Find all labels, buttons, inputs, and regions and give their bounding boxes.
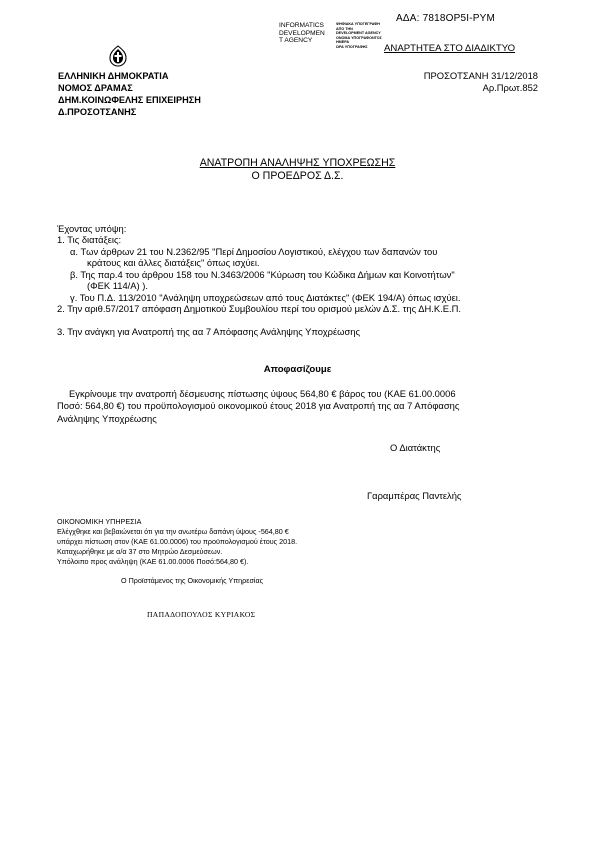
- consideration-item-1: 1. Τις διατάξεις:: [57, 234, 122, 246]
- ida-detail-line: ΗΜΕΡΑ: [336, 40, 350, 45]
- document-subtitle: Ο ΠΡΟΕΔΡΟΣ Δ.Σ.: [251, 170, 344, 182]
- ida-line: T AGENCY: [279, 37, 313, 45]
- financial-head-label: Ο Προϊστάμενος της Οικονομικής Υπηρεσίας: [121, 576, 264, 585]
- provision-a-line-2: κράτους και άλλες διατάξεις" όπως ισχύει.: [87, 257, 260, 269]
- consideration-item-3: 3. Την ανάγκη για Ανατροπή της αα 7 Απόφασης Ανάληψης Υποχρέωσης: [57, 325, 360, 337]
- decision-line: Ποσό: 564,80 €) του προϋπολογισμού οικονομικού έτους 2018 για Ανατροπή της αα 7 Απόφασης: [57, 400, 460, 412]
- document-date: ΠΡΟΣΟΤΣΑΝΗ 31/12/2018: [423, 70, 538, 81]
- ida-line: INFORMATICS: [279, 22, 324, 29]
- decision-heading: Αποφασίζουμε: [263, 364, 332, 375]
- issuer-line: ΔΗΜ.ΚΟΙΝΩΦΕΛΗΣ ΕΠΙΧΕΙΡΗΣΗ: [58, 95, 201, 105]
- issuer-block: [58, 70, 201, 118]
- decision-line: Εγκρίνουμε την ανατροπή δέσμευσης πίστωσης ύψους 564,80 € βάρος του (ΚΑΕ 61.00.0006: [69, 388, 456, 399]
- protocol-number: Αρ.Πρωτ.852: [482, 82, 538, 94]
- ida-line: DEVELOPMEN: [279, 29, 325, 37]
- ida-detail-line: ΨΗΦΙΑΚΑ ΥΠΟΓΕΓΡΑΦΗ: [336, 22, 380, 26]
- ida-signature-label: [279, 22, 325, 45]
- provision-c-line-1: γ. Του Π.Δ. 113/2010 "Ανάληψη υποχρεώσεων από τους Διατάκτες" (ΦΕΚ 194/Α) όπως ισχύει.: [70, 291, 461, 303]
- provision-b-line-1: β. Της παρ.4 του άρθρου 158 του Ν.3463/2006 "Κύρωση του Κώδικα Δήμων και Κοινοτήτων": [70, 268, 455, 280]
- financial-service-line: υπάρχει πίστωση στον (ΚΑΕ 61.00.0006) του προϋπολογισμού έτους 2018.: [57, 537, 298, 546]
- decision-line: Ανάληψης Υποχρέωσης: [57, 412, 157, 424]
- financial-service-title: ΟΙΚΟΝΟΜΙΚΗ ΥΠΗΡΕΣΙΑ: [57, 517, 142, 526]
- considerations-intro: Έχοντας υπόψη:: [57, 223, 127, 234]
- decision-text: [57, 388, 539, 425]
- issuer-line: Δ.ΠΡΟΣΟΤΣΑΝΗΣ: [58, 107, 137, 117]
- authorizer-name: Γαραμπέρας Παντελής: [367, 490, 462, 501]
- anartitea-label: ΑΝΑΡΤΗΤΕΑ ΣΤΟ ΔΙΑΔΙΚΤΥΟ: [384, 43, 516, 54]
- financial-head-name: ΠΑΠΑΔΟΠΟΥΛΟΣ ΚΥΡΙΑΚΟΣ: [147, 610, 256, 619]
- ida-detail-line: DEVELOPMENT AGENCY: [336, 31, 381, 36]
- document-title: ΑΝΑΤΡΟΠΗ ΑΝΑΛΗΨΗΣ ΥΠΟΧΡΕΩΣΗΣ: [199, 157, 396, 169]
- financial-service-line: Ελέγχθηκε και βεβαιώνεται ότι για την ανωτέρω δαπάνη ύψους -564,80 €: [57, 527, 289, 536]
- ida-detail-line: ΟΝΟΜΑ ΥΠΟΓΡΑΦΟΝΤΟΣ: [336, 35, 382, 40]
- provision-b-line-2: (ΦΕΚ 114/Α) ).: [87, 280, 148, 292]
- issuer-line: ΕΛΛΗΝΙΚΗ ΔΗΜΟΚΡΑΤΙΑ: [58, 71, 169, 81]
- provision-a-line-1: α. Των άρθρων 21 του Ν.2362/95 "Περί Δημοσίου Λογιστικού, ελέγχου των δαπανών του: [70, 245, 438, 257]
- ida-detail-line: ΩΡΑ ΥΠΟΓΡΑΦΗΣ: [336, 44, 368, 49]
- ida-detail-line: ΑΠΟ ΤΗΝ: [336, 26, 353, 31]
- financial-service-line: Υπόλοιπο προς ανάληψη (ΚΑΕ 61.00.0006 Ποσό:564,80 €).: [57, 557, 249, 566]
- ida-signature-details: [336, 22, 382, 50]
- financial-service-block: [57, 517, 297, 567]
- consideration-item-2: 2. Την αριθ.57/2017 απόφαση Δημοτικού Συμβουλίου περί του ορισμού μελών Δ.Σ. της ΔΗ.Κ.Ε.Π.: [57, 303, 461, 315]
- greek-emblem-icon: [106, 44, 130, 68]
- considerations: [57, 223, 539, 337]
- ada-code: ΑΔΑ: 7818ΟΡ5Ι-ΡΥΜ: [396, 13, 496, 24]
- issuer-line: ΝΟΜΟΣ ΔΡΑΜΑΣ: [58, 83, 133, 93]
- authorizer-label: Ο Διατάκτης: [390, 442, 441, 453]
- date-protocol-block: [424, 70, 538, 94]
- financial-service-line: Καταχωρήθηκε με α/α 37 στο Μητρώο Δεσμεύσεων.: [57, 547, 223, 556]
